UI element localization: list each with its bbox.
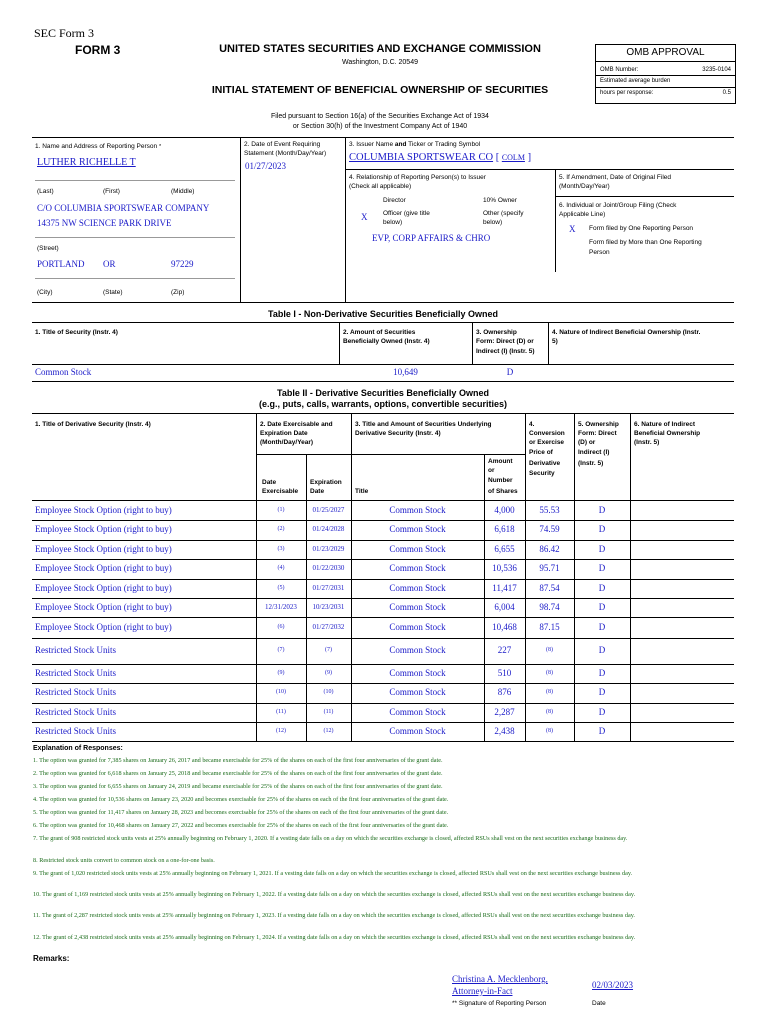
t2-col5-3: (D) or xyxy=(578,439,596,446)
more-person-label-2: Person xyxy=(589,249,610,256)
derivative-title: Employee Stock Option (right to buy) xyxy=(35,504,172,515)
t2-col2-2: Expiration Date xyxy=(260,430,308,437)
ownership-form: D xyxy=(598,687,606,697)
remarks-label: Remarks: xyxy=(33,954,70,963)
underlying-amount: 6,655 xyxy=(494,543,515,554)
underlying-title: Common Stock xyxy=(389,504,446,515)
form-title: FORM 3 xyxy=(75,43,121,57)
t2-col4-4: Price of xyxy=(529,449,553,456)
expiration-date: 01/24/2028 xyxy=(312,525,345,533)
state-label: (State) xyxy=(103,289,123,296)
officer-checkbox[interactable]: X xyxy=(361,212,368,222)
t2-col5-1: 5. Ownership xyxy=(578,421,619,428)
issuer-line: COLUMBIA SPORTSWEAR CO [ COLM ] xyxy=(349,152,532,163)
city-label: (City) xyxy=(37,289,53,296)
expiration-date: (7) xyxy=(325,647,332,653)
agency: UNITED STATES SECURITIES AND EXCHANGE COMMISSION xyxy=(219,43,541,55)
t2-col4-6: Security xyxy=(529,470,555,477)
box1-label: 1. Name and Address of Reporting Person * xyxy=(35,143,162,150)
expiration-date: 10/23/2031 xyxy=(312,602,345,611)
other-label-1: Other (specify xyxy=(483,210,524,217)
date-exercisable: (9) xyxy=(277,669,285,676)
box4-label-1: 4. Relationship of Reporting Person(s) to Issuer xyxy=(349,174,486,181)
row-divider xyxy=(32,540,734,541)
conversion-price: 87.54 xyxy=(539,582,560,593)
officer-title: EVP, CORP AFFAIRS & CHRO xyxy=(372,233,491,243)
row-divider xyxy=(32,683,734,684)
omb-burden-label-2: hours per response: xyxy=(600,90,654,96)
derivative-title: Employee Stock Option (right to buy) xyxy=(35,601,172,612)
row-divider xyxy=(32,598,734,599)
underlying-title: Common Stock xyxy=(389,645,446,655)
expiration-date: (12) xyxy=(323,727,334,734)
row-divider xyxy=(32,722,734,723)
date-exercisable: 12/31/2023 xyxy=(265,602,297,611)
derivative-title: Employee Stock Option (right to buy) xyxy=(35,621,172,632)
officer-label-1: Officer (give title xyxy=(383,210,430,217)
t1-row-amount: 10,649 xyxy=(393,367,418,377)
t1-row-form: D xyxy=(506,367,514,377)
derivative-title: Restricted Stock Units xyxy=(35,687,116,697)
zip: 97229 xyxy=(171,259,194,269)
director-label: Director xyxy=(383,197,406,204)
date-exercisable: (2) xyxy=(277,526,285,532)
row-divider xyxy=(32,579,734,580)
t2-col1: 1. Title of Derivative Security (Instr. 4) xyxy=(35,421,151,428)
date-exercisable: (7) xyxy=(277,647,285,653)
issuer-name[interactable]: COLUMBIA SPORTSWEAR CO xyxy=(349,152,494,163)
expiration-date: (11) xyxy=(323,708,334,715)
ownership-form: D xyxy=(598,504,606,515)
footnote: 7. The grant of 908 restricted stock units vests at 25% annually beginning on February 1, 2020. If a vesting date falls on a day on which the securities exchange is closed, affected RSUs shall vest on the next securities exchange business day. xyxy=(33,835,628,842)
table1-title: Table I - Non-Derivative Securities Beneficially Owned xyxy=(268,309,498,319)
street-label: (Street) xyxy=(37,245,59,252)
underlying-title: Common Stock xyxy=(389,563,446,573)
more-person-label-1: Form filed by More than One Reporting xyxy=(589,239,702,246)
date-exercisable: (12) xyxy=(276,727,286,734)
filed-pursuant-line-2: or Section 30(h) of the Investment Company Act of 1940 xyxy=(292,123,468,130)
box6-label-2: Applicable Line) xyxy=(559,211,606,218)
t2-col4-5: Derivative xyxy=(529,460,561,467)
t2-col3-2: Derivative Security (Instr. 4) xyxy=(355,430,441,437)
t1-col3-1: 3. Ownership xyxy=(476,329,517,336)
t2-col2-1: 2. Date Exercisable and xyxy=(260,421,333,428)
derivative-title: Restricted Stock Units xyxy=(35,667,116,678)
t2-col2-3: (Month/Day/Year) xyxy=(260,439,314,446)
underlying-title: Common Stock xyxy=(389,582,446,593)
statement-title: INITIAL STATEMENT OF BENEFICIAL OWNERSHIP OF SECURITIES xyxy=(211,84,549,96)
derivative-title: Employee Stock Option (right to buy) xyxy=(35,524,172,534)
underlying-amount: 10,536 xyxy=(492,563,517,573)
t1-col3-2: Form: Direct (D) or xyxy=(476,338,534,345)
footnote: 4. The option was granted for 10,536 shares on January 23, 2020 and becomes exercisable for 25% of the shares on each of the first four anniversaries of the grant date. xyxy=(33,796,449,803)
underlying-amount: 876 xyxy=(497,687,512,697)
t2-col3-1: 3. Title and Amount of Securities Underlying xyxy=(355,421,492,428)
t2-sub-exp-1: Expiration xyxy=(310,479,342,486)
conversion-price: 95.71 xyxy=(539,563,560,573)
table2-title-1: Table II - Derivative Securities Beneficially Owned xyxy=(277,388,489,398)
ownership-form: D xyxy=(598,563,606,573)
underlying-title: Common Stock xyxy=(389,543,446,554)
expiration-date: (9) xyxy=(325,669,332,676)
derivative-title: Employee Stock Option (right to buy) xyxy=(35,563,172,573)
underlying-amount: 227 xyxy=(497,645,512,655)
ownership-form: D xyxy=(598,543,606,554)
t1-row-title: Common Stock xyxy=(35,367,92,377)
expiration-date: 01/22/2030 xyxy=(312,564,345,572)
table2-title-2: (e.g., puts, calls, warrants, options, convertible securities) xyxy=(258,399,508,409)
conversion-price: (8) xyxy=(546,689,553,695)
row-divider xyxy=(32,520,734,521)
underlying-title: Common Stock xyxy=(389,601,446,612)
conversion-price: 74.59 xyxy=(539,524,560,534)
derivative-title: Employee Stock Option (right to buy) xyxy=(35,543,172,554)
event-date: 01/27/2023 xyxy=(245,161,287,171)
ten-pct-label: 10% Owner xyxy=(483,197,517,204)
t2-sub-amt-4: of Shares xyxy=(488,488,518,495)
box5-label-1: 5. If Amendment, Date of Original Filed xyxy=(559,174,671,181)
footnote: 2. The option was granted for 6,618 shares on January 25, 2018 and became exercisable for 25% of the shares on each of the first four anniversaries of the grant date. xyxy=(33,770,443,777)
t2-col6-1: 6. Nature of Indirect xyxy=(634,421,696,428)
t1-col1: 1. Title of Security (Instr. 4) xyxy=(35,329,118,336)
underlying-title: Common Stock xyxy=(389,621,446,632)
date-exercisable: (11) xyxy=(276,708,286,715)
t2-col4-1: 4. xyxy=(529,421,535,428)
ownership-form: D xyxy=(598,621,606,632)
ownership-form: D xyxy=(598,645,606,655)
ownership-form: D xyxy=(598,725,606,736)
underlying-amount: 6,004 xyxy=(494,601,515,612)
t1-col2-2: Beneficially Owned (Instr. 4) xyxy=(343,338,430,345)
date-exercisable: (10) xyxy=(276,689,286,695)
expiration-date: 01/25/2027 xyxy=(312,505,345,514)
filed-pursuant-line-1: Filed pursuant to Section 16(a) of the Securities Exchange Act of 1934 xyxy=(271,113,489,120)
expiration-date: 01/27/2032 xyxy=(312,622,345,631)
t2-col4-2: Conversion xyxy=(529,430,565,437)
signature-label: ** Signature of Reporting Person xyxy=(452,1000,547,1007)
one-person-checkbox[interactable]: X xyxy=(569,224,576,234)
date-exercisable: (4) xyxy=(277,565,285,571)
footnote: 3. The option was granted for 6,655 shares on January 24, 2019 and became exercisable for 25% of the shares on each of the first four anniversaries of the grant date. xyxy=(33,783,443,790)
agency-location: Washington, D.C. 20549 xyxy=(341,59,418,66)
ownership-form: D xyxy=(598,667,606,678)
omb-burden-label-1: Estimated average burden xyxy=(600,78,671,84)
other-label-2: below) xyxy=(483,219,503,226)
signature-name-2: Attorney-in-Fact xyxy=(452,986,513,996)
middle-label: (Middle) xyxy=(171,188,195,195)
derivative-title: Employee Stock Option (right to buy) xyxy=(35,582,172,593)
address-line-2: 14375 NW SCIENCE PARK DRIVE xyxy=(37,218,172,228)
date-exercisable: (3) xyxy=(277,545,285,552)
box4-label-2: (Check all applicable) xyxy=(349,183,412,190)
derivative-title: Restricted Stock Units xyxy=(35,725,116,736)
explanation-label: Explanation of Responses: xyxy=(33,745,123,752)
row-divider xyxy=(32,638,734,639)
t1-col3-3: Indirect (I) (Instr. 5) xyxy=(476,348,535,355)
omb-burden: 0.5 xyxy=(722,90,731,96)
underlying-amount: 510 xyxy=(497,667,512,678)
underlying-amount: 2,287 xyxy=(494,706,515,717)
t2-col5-5: (Instr. 5) xyxy=(578,460,604,467)
t2-sub-date-1: Date xyxy=(262,479,277,486)
t2-sub-amt-3: Number xyxy=(488,477,513,484)
ownership-form: D xyxy=(598,706,606,717)
t2-col4-3: or Exercise xyxy=(529,439,565,446)
footnote: 6. The option was granted for 10,468 shares on January 27, 2022 and becomes exercisable for 25% of the shares on each of the first four anniversaries of the grant date. xyxy=(33,822,449,829)
reporting-person-name[interactable]: LUTHER RICHELLE T xyxy=(37,157,136,168)
footnote: 8. Restricted stock units convert to common stock on a one-for-one basis. xyxy=(33,857,215,864)
t2-sub-exp-2: Date xyxy=(310,488,325,495)
conversion-price: 55.53 xyxy=(539,504,560,515)
officer-label-2: below) xyxy=(383,219,403,226)
ownership-form: D xyxy=(598,582,606,593)
omb-title: OMB APPROVAL xyxy=(596,45,735,62)
t2-col6-3: (Instr. 5) xyxy=(634,439,660,446)
row-divider xyxy=(32,559,734,560)
conversion-price: (8) xyxy=(546,669,553,676)
last-label: (Last) xyxy=(37,188,54,195)
conversion-price: (8) xyxy=(546,647,553,653)
address-line-1: C/O COLUMBIA SPORTSWEAR COMPANY xyxy=(37,203,210,213)
omb-number: 3235-0104 xyxy=(702,67,731,73)
state: OR xyxy=(103,259,116,269)
row-divider xyxy=(32,617,734,618)
footnote: 10. The grant of 1,169 restricted stock units vests at 25% annually beginning on February 1, 2022. If a vesting date falls on a day on which the securities exchange is closed, affected RSUs shall vest on the next securities exchange business day. xyxy=(33,891,636,898)
box2-label-1: 2. Date of Event Requiring xyxy=(244,141,321,148)
date-exercisable: (6) xyxy=(277,623,285,630)
t2-sub-amt-2: or xyxy=(488,467,495,474)
underlying-amount: 11,417 xyxy=(492,582,517,593)
footnote: 9. The grant of 1,020 restricted stock units vests at 25% annually beginning on February 1, 2021. If a vesting date falls on a day on which the securities exchange is closed, affected RSUs shall vest on the next securities exchange business day. xyxy=(33,870,633,877)
doc-label: SEC Form 3 xyxy=(34,26,95,40)
underlying-amount: 10,468 xyxy=(492,621,517,632)
t1-col4-2: 5) xyxy=(552,338,558,345)
signature-name-1: Christina A. Mecklenborg, xyxy=(452,974,548,984)
zip-label: (Zip) xyxy=(171,289,185,296)
box6-label-1: 6. Individual or Joint/Group Filing (Check xyxy=(559,202,677,209)
t1-col2-1: 2. Amount of Securities xyxy=(343,329,416,336)
ownership-form: D xyxy=(598,524,606,534)
row-divider xyxy=(32,664,734,665)
expiration-date: (10) xyxy=(323,689,334,695)
conversion-price: 87.15 xyxy=(539,621,560,632)
date-exercisable: (1) xyxy=(277,506,285,513)
box3-label: 3. Issuer Name and Ticker or Trading Symbol xyxy=(349,141,481,148)
ticker[interactable]: COLM xyxy=(501,153,525,162)
underlying-amount: 6,618 xyxy=(494,524,515,534)
date-label: Date xyxy=(592,1000,606,1007)
box5-label-2: (Month/Day/Year) xyxy=(559,183,610,190)
t2-sub-title: Title xyxy=(355,488,369,495)
expiration-date: 01/23/2029 xyxy=(312,544,345,553)
first-label: (First) xyxy=(103,188,120,195)
omb-approval-box xyxy=(595,44,736,104)
signature-date: 02/03/2023 xyxy=(592,980,634,990)
one-person-label: Form filed by One Reporting Person xyxy=(589,225,694,232)
row-divider xyxy=(32,741,734,742)
underlying-title: Common Stock xyxy=(389,687,446,697)
omb-number-label: OMB Number: xyxy=(600,67,639,73)
t1-col4-1: 4. Nature of Indirect Beneficial Ownership (Instr. xyxy=(552,329,701,336)
t2-sub-date-2: Exercisable xyxy=(262,488,299,495)
conversion-price: (8) xyxy=(546,708,553,715)
t2-sub-amt-1: Amount xyxy=(488,458,513,465)
conversion-price: 86.42 xyxy=(539,543,560,554)
underlying-amount: 4,000 xyxy=(494,504,515,515)
ownership-form: D xyxy=(598,601,606,612)
underlying-title: Common Stock xyxy=(389,725,446,736)
conversion-price: 98.74 xyxy=(539,601,560,612)
t2-col6-2: Beneficial Ownership xyxy=(634,430,701,437)
underlying-title: Common Stock xyxy=(389,706,446,717)
row-divider xyxy=(32,703,734,704)
conversion-price: (8) xyxy=(546,727,553,734)
date-exercisable: (5) xyxy=(277,584,285,591)
footnote: 11. The grant of 2,287 restricted stock units vests at 25% annually beginning on February 1, 2023. If a vesting date falls on a day on which the securities exchange is closed, affected RSUs shall vest on the next securities exchange business day. xyxy=(33,912,635,919)
t2-col5-2: Form: Direct xyxy=(578,430,617,437)
derivative-title: Restricted Stock Units xyxy=(35,645,116,655)
derivative-title: Restricted Stock Units xyxy=(35,706,116,717)
expiration-date: 01/27/2031 xyxy=(312,583,345,592)
box2-label-2: Statement (Month/Day/Year) xyxy=(244,150,327,157)
underlying-title: Common Stock xyxy=(389,667,446,678)
footnote: 5. The option was granted for 11,417 shares on January 28, 2023 and becomes exercisable for 25% of the shares on each of the first four anniversaries of the grant date. xyxy=(33,809,449,816)
footnote: 12. The grant of 2,438 restricted stock units vests at 25% annually beginning on February 1, 2024. If a vesting date falls on a day on which the securities exchange is closed, affected RSUs shall vest on the next securities exchange business day. xyxy=(33,934,636,941)
t2-col5-4: Indirect (I) xyxy=(578,449,610,456)
city: PORTLAND xyxy=(37,259,85,269)
underlying-amount: 2,438 xyxy=(494,725,515,736)
footnote: 1. The option was granted for 7,385 shares on January 26, 2017 and became exercisable for 25% of the shares on each of the first four anniversaries of the grant date. xyxy=(33,757,443,764)
underlying-title: Common Stock xyxy=(389,524,446,534)
